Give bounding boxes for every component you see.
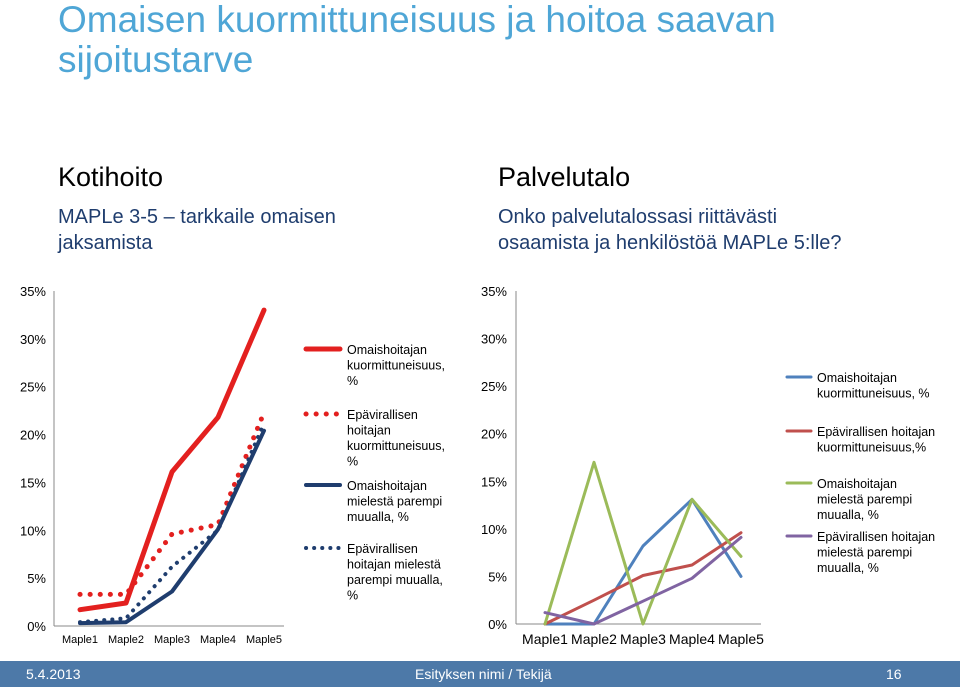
x-tick-label: Maple2 — [571, 631, 617, 647]
x-tick-label: Maple1 — [61, 634, 99, 646]
y-tick-label: 10% — [19, 523, 46, 539]
y-tick-label: 10% — [480, 521, 507, 537]
x-tick-label: Maple2 — [107, 634, 145, 646]
y-tick-label: 5% — [27, 571, 46, 587]
x-tick-label: Maple5 — [718, 631, 764, 647]
legend-label: Omaishoitajan mielestä parempi muualla, % — [347, 479, 443, 524]
footer-date: 5.4.2013 — [26, 666, 81, 682]
y-tick-label: 15% — [19, 475, 46, 491]
footer-presentation: Esityksen nimi / Tekijä — [415, 666, 552, 682]
slide-title: Omaisen kuormittuneisuus ja hoitoa saavan sijoitustarve — [58, 0, 776, 80]
series-line — [80, 431, 264, 623]
x-tick-label: Maple3 — [153, 634, 191, 646]
x-tick-label: Maple4 — [669, 631, 715, 647]
y-tick-label: 35% — [19, 284, 46, 299]
y-tick-label: 5% — [488, 569, 507, 585]
legend-label: Epävirallisen hoitajan mielestä parempi muualla, % — [817, 530, 936, 575]
right-heading: Palvelutalo — [498, 162, 631, 192]
footer-page-number: 16 — [886, 666, 902, 682]
y-tick-label: 30% — [19, 331, 46, 347]
right-line-chart — [481, 284, 935, 647]
y-tick-label: 30% — [480, 331, 507, 347]
x-tick-label: Maple3 — [620, 631, 666, 647]
legend-label: Omaishoitajan kuormittuneisuus, % — [347, 343, 445, 388]
y-tick-label: 20% — [19, 427, 46, 443]
y-tick-label: 25% — [480, 379, 507, 395]
y-tick-label: 25% — [19, 379, 46, 395]
y-tick-label: 0% — [488, 617, 507, 632]
legend-label: Omaishoitajan kuormittuneisuus, % — [817, 371, 930, 401]
right-subtitle-line-1: Onko palvelutalossasi riittävästi — [498, 206, 778, 228]
left-subtitle-line-2: jaksamista — [58, 232, 153, 254]
y-tick-label: 0% — [27, 619, 46, 634]
x-tick-label: Maple5 — [245, 634, 283, 646]
x-tick-label: Maple1 — [522, 631, 568, 647]
y-tick-label: 15% — [480, 474, 507, 490]
series-line — [80, 310, 264, 610]
legend-label: Epävirallisen hoitajan kuormittuneisuus, % — [347, 408, 445, 469]
left-heading: Kotihoito — [58, 162, 164, 192]
left-line-chart — [20, 284, 445, 646]
legend-label: Omaishoitajan mielestä parempi muualla, % — [817, 477, 913, 522]
y-tick-label: 35% — [480, 284, 507, 299]
y-tick-label: 20% — [480, 426, 507, 442]
legend-label: Epävirallisen hoitajan mielestä parempi muualla, % — [347, 542, 443, 603]
x-tick-label: Maple4 — [199, 634, 237, 646]
left-subtitle-line-1: MAPLe 3-5 – tarkkaile omaisen — [58, 206, 336, 228]
right-subtitle-line-2: osaamista ja henkilöstöä MAPLe 5:lle? — [498, 232, 842, 254]
footer-bar — [0, 661, 960, 687]
legend-label: Epävirallisen hoitajan kuormittuneisuus,% — [817, 425, 936, 455]
